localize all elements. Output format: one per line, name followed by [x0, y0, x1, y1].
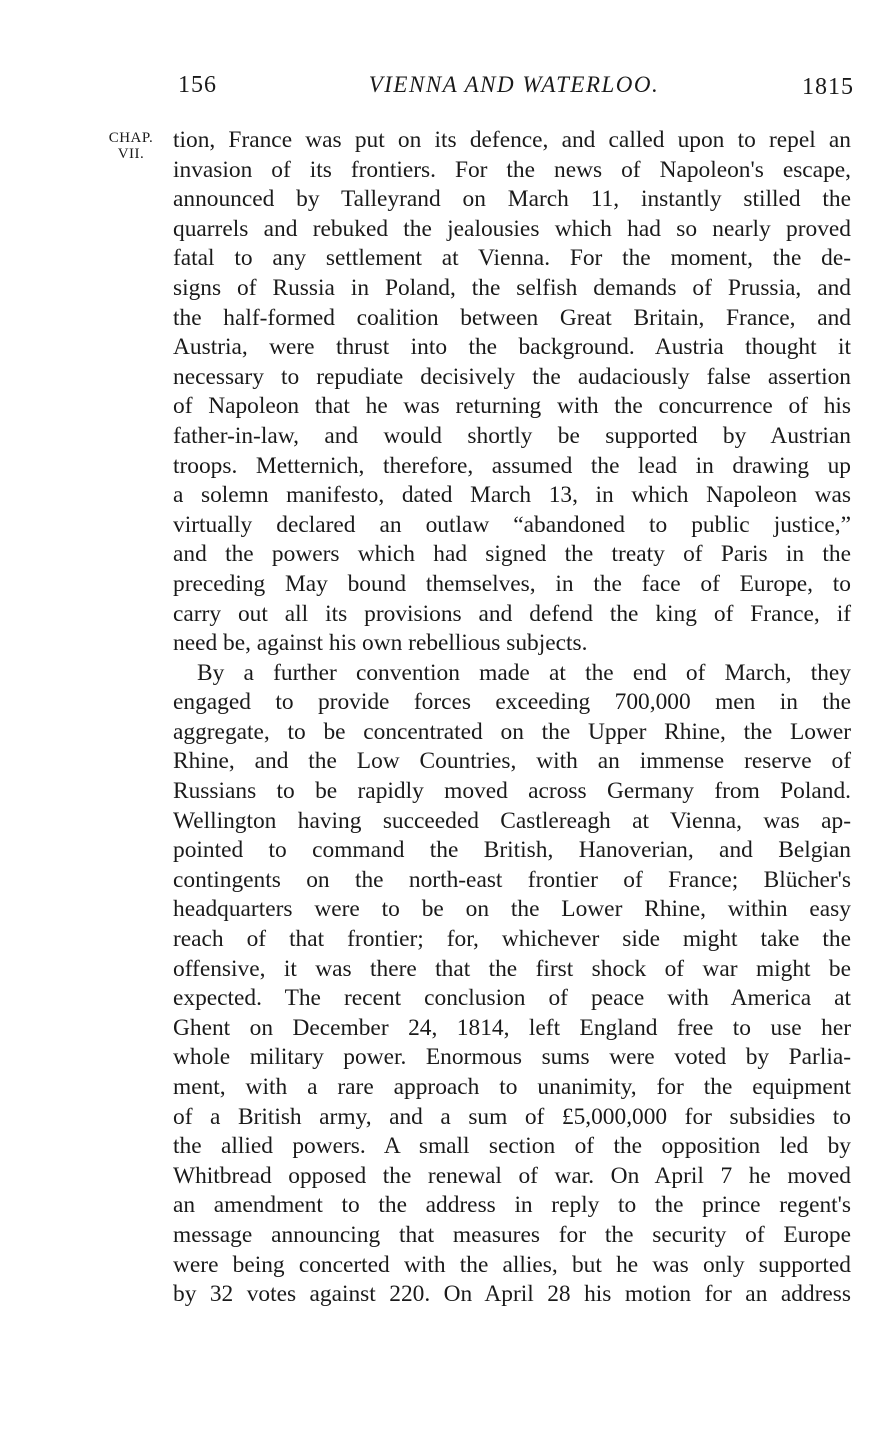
- running-year: 1815: [802, 74, 854, 100]
- text-line: message announcing that measures for the security of Europe: [173, 1221, 851, 1248]
- text-line: an amendment to the address in reply to the prince regent's: [173, 1192, 851, 1219]
- text-line: a solemn manifesto, dated March 13, in which Napoleon was: [173, 482, 851, 509]
- text-line: troops. Metternich, therefore, assumed the lead in drawing up: [173, 452, 851, 479]
- text-line: Russians to be rapidly moved across Germany from Poland.: [173, 778, 851, 805]
- page-number: 156: [178, 72, 217, 98]
- text-line: necessary to repudiate decisively the audaciously false assertion: [173, 363, 851, 390]
- text-line: invasion of its frontiers. For the news of Napoleon's escape,: [173, 156, 851, 183]
- chapter-label: CHAP.: [108, 130, 154, 146]
- text-line: fatal to any settlement at Vienna. For the moment, the de-: [173, 245, 851, 272]
- text-line: contingents on the north-east frontier of France; Blücher's: [173, 866, 851, 893]
- text-line: reach of that frontier; for, whichever side might take the: [173, 926, 851, 953]
- text-line: virtually declared an outlaw “abandoned to public justice,”: [173, 511, 851, 538]
- text-line: preceding May bound themselves, in the face of Europe, to: [173, 570, 851, 597]
- text-line: expected. The recent conclusion of peace with America at: [173, 985, 851, 1012]
- text-line: pointed to command the British, Hanoverian, and Belgian: [173, 837, 851, 864]
- text-line: ment, with a rare approach to unanimity, for the equipment: [173, 1074, 851, 1100]
- text-line: Ghent on December 24, 1814, left England free to use her: [173, 1014, 851, 1041]
- text-line: offensive, it was there that the first shock of war might be: [173, 955, 851, 982]
- paragraph: [173, 126, 851, 659]
- text-line: Wellington having succeeded Castlereagh at Vienna, was ap-: [173, 807, 851, 834]
- text-line: headquarters were to be on the Lower Rhine, within easy: [173, 896, 851, 923]
- text-line: whole military power. Enormous sums were voted by Parlia-: [173, 1044, 851, 1071]
- text-line: By a further convention made at the end of March, they: [197, 659, 851, 686]
- text-line: of a British army, and a sum of £5,000,000 for subsidies to: [173, 1103, 851, 1130]
- text-line: announced by Talleyrand on March 11, instantly stilled the: [173, 186, 851, 213]
- text-line: the allied powers. A small section of the opposition led by: [173, 1133, 851, 1160]
- text-line: of Napoleon that he was returning with the concurrence of his: [173, 393, 851, 420]
- text-line: engaged to provide forces exceeding 700,000 men in the: [173, 689, 851, 716]
- text-line: Rhine, and the Low Countries, with an immense reserve of: [173, 748, 851, 775]
- text-line: quarrels and rebuked the jealousies which had so nearly proved: [173, 215, 851, 242]
- paragraph: [173, 659, 851, 1310]
- chapter-number: VII.: [117, 146, 145, 162]
- text-line: the half-formed coalition between Great Britain, France, and: [173, 304, 851, 331]
- text-line: and the powers which had signed the treaty of Paris in the: [173, 541, 851, 568]
- running-title: VIENNA AND WATERLOO.: [368, 72, 660, 97]
- text-line: need be, against his own rebellious subjects.: [173, 630, 588, 657]
- text-line: tion, France was put on its defence, and called upon to repel an: [173, 127, 851, 153]
- text-line: carry out all its provisions and defend the king of France, if: [173, 600, 851, 627]
- body-text: [173, 126, 851, 1310]
- text-line: were being concerted with the allies, but he was only supported: [173, 1251, 851, 1278]
- text-line: by 32 votes against 220. On April 28 his motion for an address: [173, 1281, 851, 1308]
- running-head: [172, 72, 856, 106]
- text-line: aggregate, to be concentrated on the Upper Rhine, the Lower: [173, 718, 851, 745]
- chapter-margin-note: [96, 130, 166, 162]
- text-line: signs of Russia in Poland, the selfish demands of Prussia, and: [173, 274, 851, 301]
- text-line: Whitbread opposed the renewal of war. On April 7 he moved: [173, 1162, 851, 1189]
- text-line: father-in-law, and would shortly be supported by Austrian: [173, 422, 851, 449]
- text-line: Austria, were thrust into the background. Austria thought it: [173, 334, 851, 361]
